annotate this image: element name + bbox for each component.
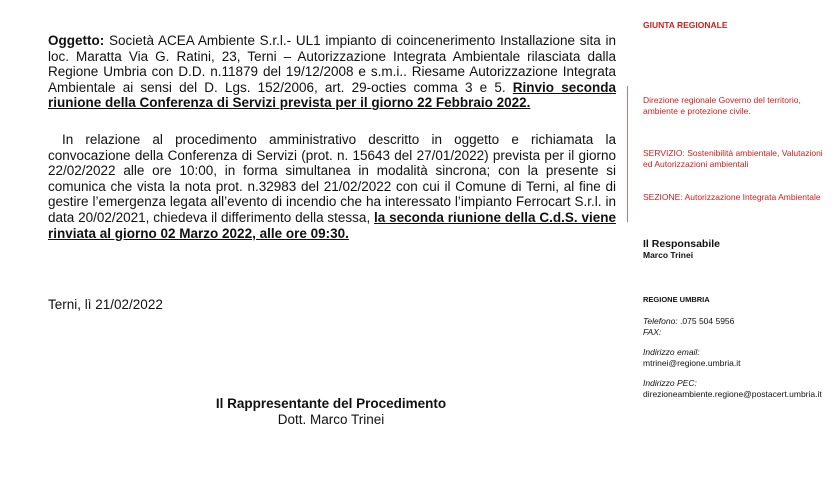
subject-label: Oggetto: xyxy=(48,33,105,48)
pec-label: Indirizzo PEC: xyxy=(643,378,697,388)
fax-label: FAX: xyxy=(643,326,662,337)
responsabile-label: Il Responsabile xyxy=(643,238,721,250)
signature-block xyxy=(190,396,472,428)
telefono-label: Telefono: xyxy=(643,316,678,326)
responsabile-name: Marco Trinei xyxy=(643,250,694,260)
sezione-text: SEZIONE: Autorizzazione Integrata Ambientale xyxy=(643,192,821,202)
responsabile-block xyxy=(643,238,720,260)
telefono-line xyxy=(643,316,822,327)
fax-line xyxy=(643,327,822,338)
pec-link[interactable]: direzioneambiente.regione@postacert.umbria.it xyxy=(643,388,822,399)
body-paragraph xyxy=(48,132,616,241)
signature-title: Il Rappresentante del Procedimento xyxy=(215,396,447,411)
email-link[interactable]: mtrinei@regione.umbria.it xyxy=(643,357,741,368)
direzione-text: Direzione regionale Governo del territorio, ambiente e protezione civile. xyxy=(643,95,801,116)
signature-name: Dott. Marco Trinei xyxy=(277,412,385,427)
subject-paragraph xyxy=(48,33,616,111)
letter-body xyxy=(48,33,616,241)
body-highlight: la seconda riunione della C.d.S. viene rinviata al giorno 02 Marzo 2022, alle ore 09:30. xyxy=(48,209,616,241)
subject-text: Società ACEA Ambiente S.r.l.- UL1 impianto di coincenerimento Installazione sita in loc. Maratta Via G. Ratini, 23, Terni – Autorizzazione Integrata Ambientale rilasciata dalla Regione Umbria con D.D. n.11879 del 19/12/2008 e s.m.i.. Riesame Autorizzazione Integrata Ambientale ai sensi del D. Lgs. 152/2006, art. 29-octies comma 3 e 5. xyxy=(48,33,616,95)
regione-heading: REGIONE UMBRIA xyxy=(643,295,710,304)
giunta-heading: GIUNTA REGIONALE xyxy=(643,20,728,30)
email-label: Indirizzo email: xyxy=(643,347,700,357)
contact-block xyxy=(643,316,822,399)
subject-highlight: Rinvio seconda riunione della Conferenza di Servizi prevista per il giorno 22 Febbraio 2022. xyxy=(48,79,616,111)
sidebar-divider xyxy=(627,86,628,222)
servizio-text: SERVIZIO: Sostenibilità ambientale, Valutazioni ed Autorizzazioni ambientali xyxy=(643,148,823,169)
letter-date: Terni, lì 21/02/2022 xyxy=(48,297,163,312)
telefono-value: .075 504 5956 xyxy=(677,316,735,326)
body-text: In relazione al procedimento amministrativo descritto in oggetto e richiamata la convocazione della Conferenza di Servizi (prot. n. 15643 del 27/01/2022) prevista per il giorno 22/02/2022 alle ore 10:00, in forma simultanea in modalità sincrona; con la presente si comunica che vista la nota prot. n.32983 del 21/02/2022 con cui il Comune di Terni, al fine di gestire l’emergenza legata all’evento di incendio che ha interessato l’impianto Ferrocart S.r.l. in data 20/02/2021, chiedeva il differimento della stessa, xyxy=(48,131,616,225)
